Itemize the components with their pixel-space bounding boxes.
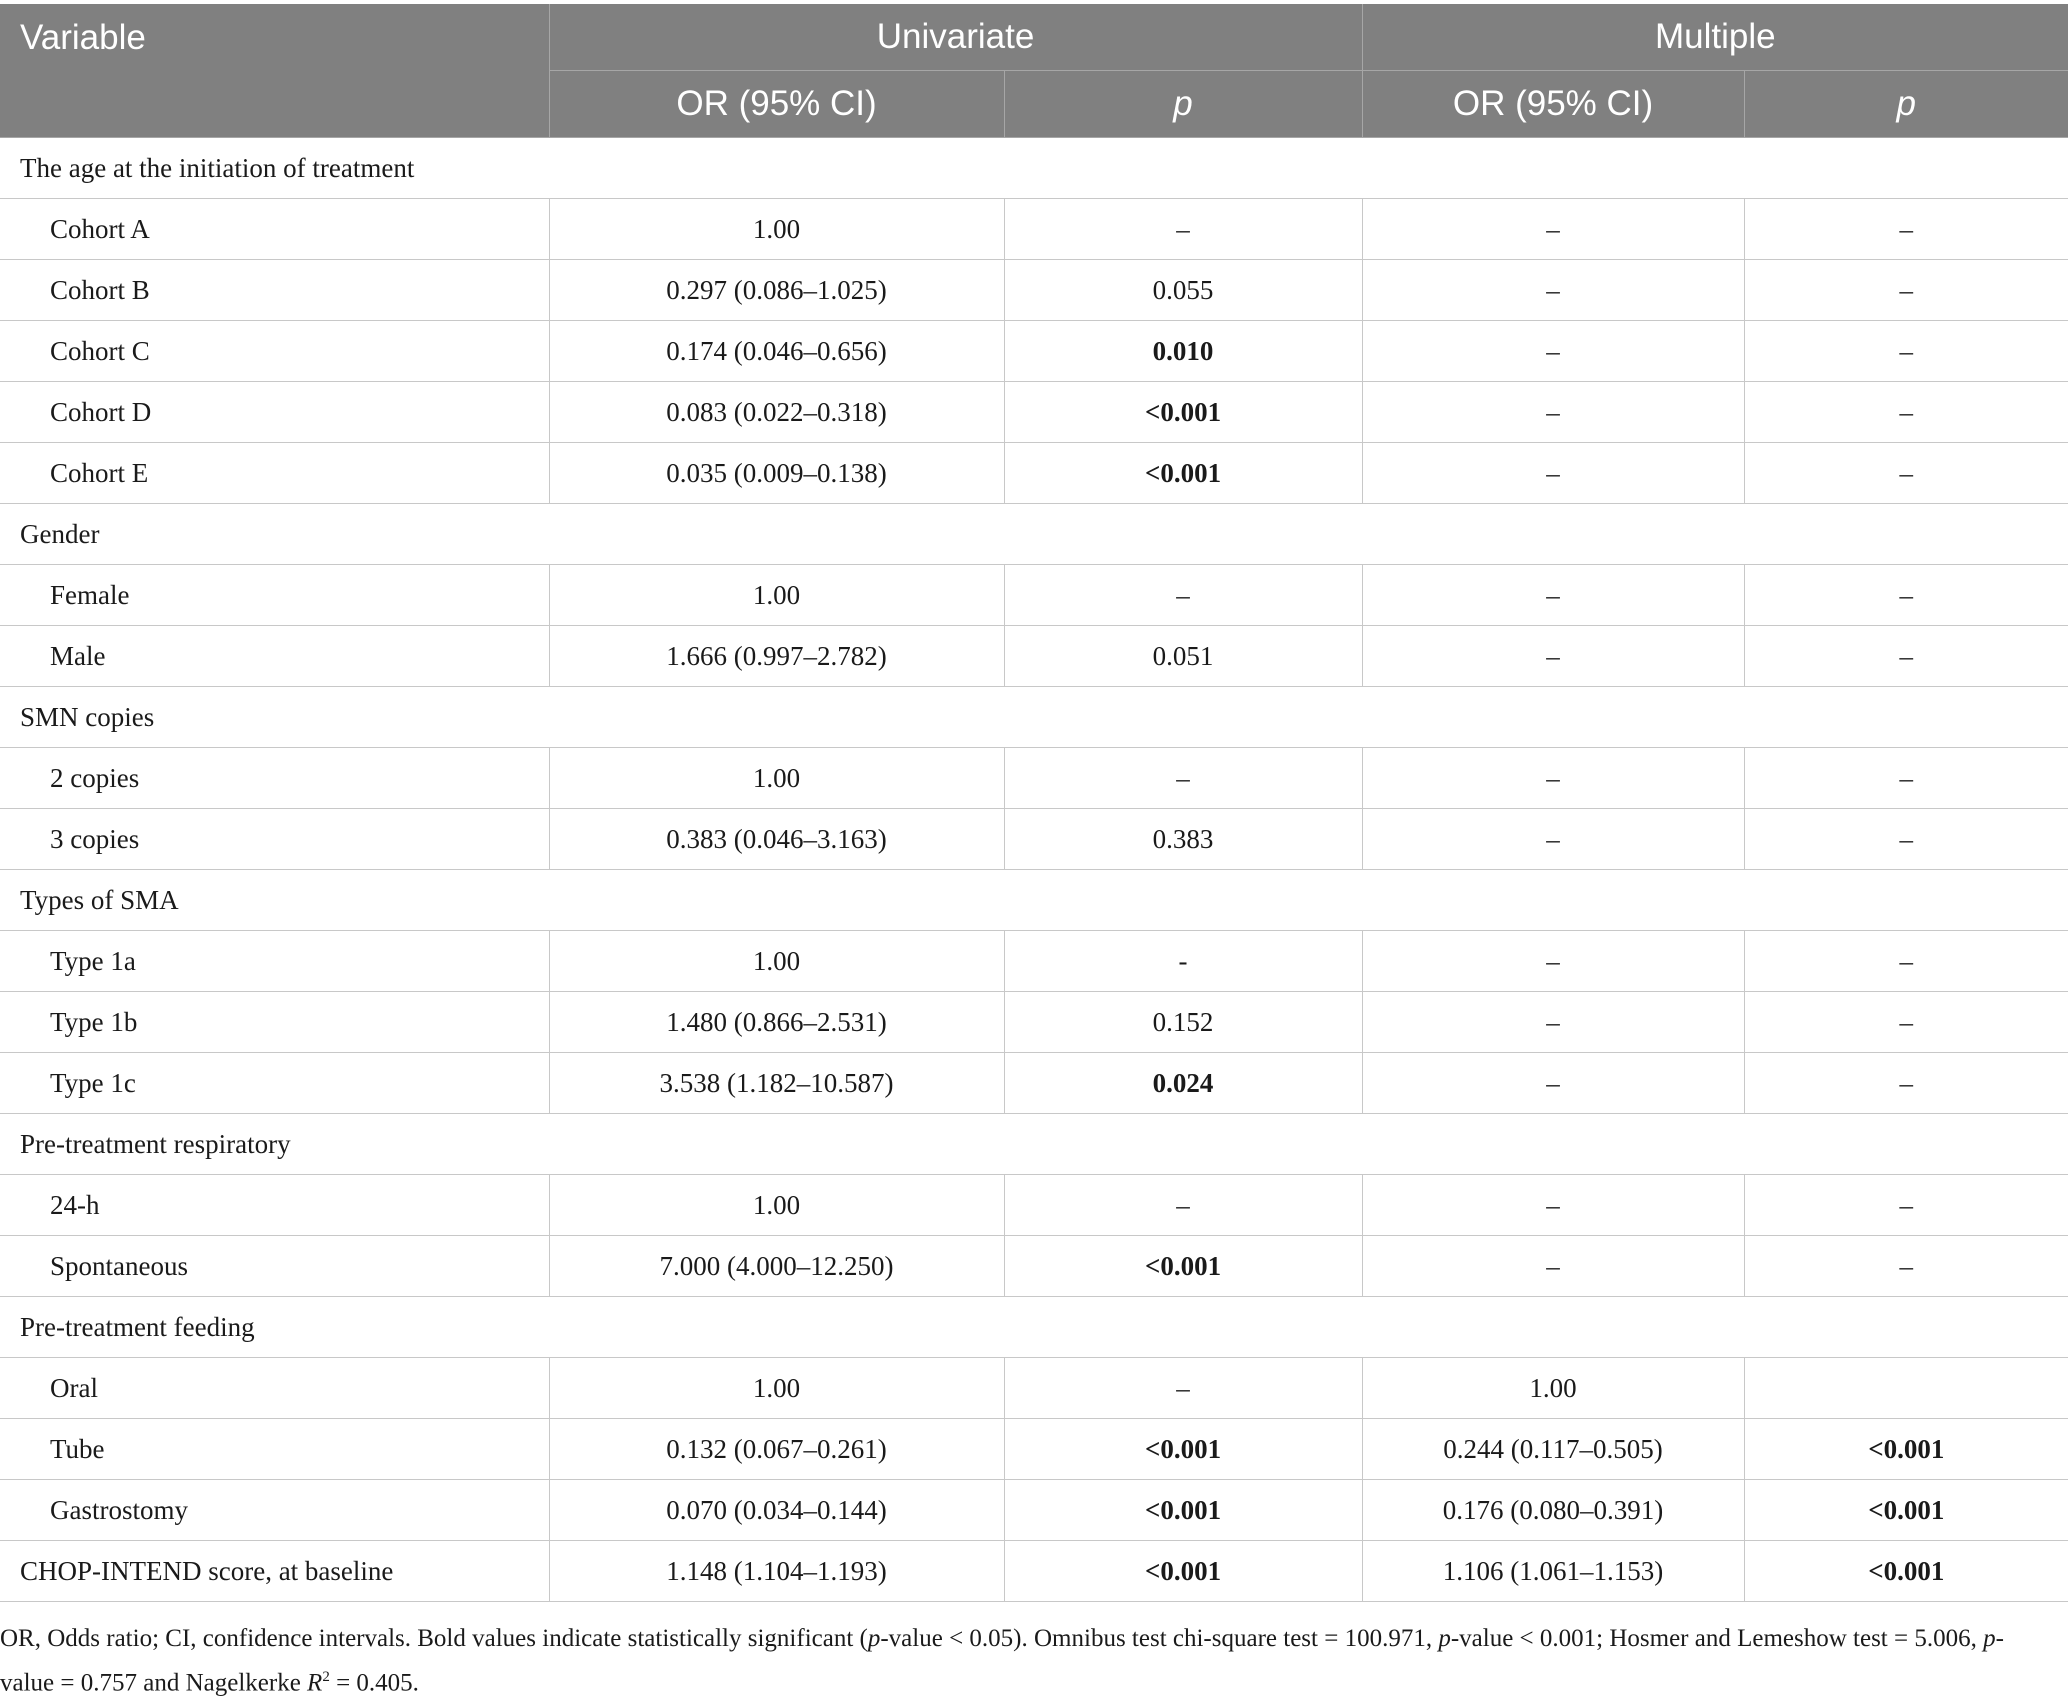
univariate-or-cell: 0.035 (0.009–0.138) xyxy=(549,443,1004,504)
multiple-or-cell: – xyxy=(1362,565,1744,626)
univariate-p-cell: <0.001 xyxy=(1004,1480,1362,1541)
multiple-p-cell xyxy=(1744,1358,2068,1419)
table-row xyxy=(0,931,2068,992)
univariate-or-cell: 0.297 (0.086–1.025) xyxy=(549,260,1004,321)
header-multiple-or: OR (95% CI) xyxy=(1362,71,1744,138)
table-header xyxy=(0,4,2068,138)
footnote-superscript: 2 xyxy=(322,1669,330,1685)
multiple-or-cell: – xyxy=(1362,1175,1744,1236)
table-row xyxy=(0,1053,2068,1114)
table-row xyxy=(0,1541,2068,1602)
variable-cell: Type 1a xyxy=(0,931,549,992)
univariate-p-cell: 0.383 xyxy=(1004,809,1362,870)
footnote-text: OR, Odds ratio; CI, confidence intervals. Bold values indicate statistically significant ( xyxy=(0,1625,868,1652)
univariate-p-cell: – xyxy=(1004,748,1362,809)
multiple-p-cell: <0.001 xyxy=(1744,1541,2068,1602)
footnote-text: = 0.405. xyxy=(329,1669,419,1697)
multiple-or-cell: – xyxy=(1362,748,1744,809)
table-row xyxy=(0,992,2068,1053)
univariate-or-cell: 0.070 (0.034–0.144) xyxy=(549,1480,1004,1541)
group-row xyxy=(0,1114,2068,1175)
univariate-or-cell: 3.538 (1.182–10.587) xyxy=(549,1053,1004,1114)
multiple-or-cell: – xyxy=(1362,260,1744,321)
header-univariate-p: p xyxy=(1004,71,1362,138)
table-row xyxy=(0,443,2068,504)
variable-cell: Oral xyxy=(0,1358,549,1419)
footnote-text: -value < 0.001; Hosmer and Lemeshow test = 5.006, xyxy=(1450,1625,1984,1652)
multiple-or-cell: – xyxy=(1362,1053,1744,1114)
table-row xyxy=(0,626,2068,687)
footnote-text: -value = 0.757 and Nagelkerke xyxy=(0,1625,2004,1697)
univariate-p-cell: 0.055 xyxy=(1004,260,1362,321)
multiple-or-cell: – xyxy=(1362,992,1744,1053)
variable-cell: Cohort E xyxy=(0,443,549,504)
variable-cell: Gastrostomy xyxy=(0,1480,549,1541)
variable-cell: Cohort D xyxy=(0,382,549,443)
multiple-or-cell: – xyxy=(1362,931,1744,992)
variable-cell: Cohort A xyxy=(0,199,549,260)
multiple-or-cell: – xyxy=(1362,321,1744,382)
group-label: Gender xyxy=(0,504,2068,565)
table-row xyxy=(0,382,2068,443)
header-multiple: Multiple xyxy=(1362,4,2068,71)
table-row xyxy=(0,260,2068,321)
table-row xyxy=(0,1358,2068,1419)
variable-cell: Spontaneous xyxy=(0,1236,549,1297)
multiple-p-cell: – xyxy=(1744,565,2068,626)
multiple-p-cell: – xyxy=(1744,931,2068,992)
univariate-p-cell: <0.001 xyxy=(1004,1541,1362,1602)
results-table xyxy=(0,4,2068,1602)
multiple-p-cell: – xyxy=(1744,1236,2068,1297)
multiple-p-cell: <0.001 xyxy=(1744,1419,2068,1480)
table-row xyxy=(0,565,2068,626)
multiple-p-cell: – xyxy=(1744,809,2068,870)
univariate-p-cell: <0.001 xyxy=(1004,443,1362,504)
variable-cell: 24-h xyxy=(0,1175,549,1236)
univariate-or-cell: 1.148 (1.104–1.193) xyxy=(549,1541,1004,1602)
univariate-or-cell: 7.000 (4.000–12.250) xyxy=(549,1236,1004,1297)
univariate-or-cell: 1.480 (0.866–2.531) xyxy=(549,992,1004,1053)
univariate-or-cell: 1.666 (0.997–2.782) xyxy=(549,626,1004,687)
univariate-or-cell: 1.00 xyxy=(549,931,1004,992)
univariate-p-cell: 0.024 xyxy=(1004,1053,1362,1114)
multiple-p-cell: – xyxy=(1744,443,2068,504)
multiple-or-cell: 1.106 (1.061–1.153) xyxy=(1362,1541,1744,1602)
multiple-p-cell: – xyxy=(1744,748,2068,809)
univariate-or-cell: 1.00 xyxy=(549,748,1004,809)
univariate-p-cell: 0.152 xyxy=(1004,992,1362,1053)
footnote-text: -value < 0.05). Omnibus test chi-square test = 100.971, xyxy=(880,1625,1439,1652)
table-row xyxy=(0,1236,2068,1297)
group-row xyxy=(0,138,2068,199)
multiple-or-cell: – xyxy=(1362,443,1744,504)
univariate-or-cell: 1.00 xyxy=(549,1358,1004,1419)
results-table-container xyxy=(0,4,2068,1602)
multiple-or-cell: – xyxy=(1362,199,1744,260)
header-univariate: Univariate xyxy=(549,4,1362,71)
multiple-p-cell: – xyxy=(1744,199,2068,260)
univariate-or-cell: 0.174 (0.046–0.656) xyxy=(549,321,1004,382)
variable-cell: 3 copies xyxy=(0,809,549,870)
multiple-or-cell: – xyxy=(1362,382,1744,443)
multiple-or-cell: 1.00 xyxy=(1362,1358,1744,1419)
group-label: Pre-treatment feeding xyxy=(0,1297,2068,1358)
univariate-p-cell: 0.051 xyxy=(1004,626,1362,687)
multiple-or-cell: 0.244 (0.117–0.505) xyxy=(1362,1419,1744,1480)
footnote-p: p xyxy=(1438,1625,1451,1652)
table-row xyxy=(0,1480,2068,1541)
variable-cell: Type 1b xyxy=(0,992,549,1053)
group-row xyxy=(0,687,2068,748)
table-body xyxy=(0,138,2068,1602)
univariate-p-cell: - xyxy=(1004,931,1362,992)
univariate-p-cell: <0.001 xyxy=(1004,1236,1362,1297)
group-row xyxy=(0,870,2068,931)
univariate-p-cell: – xyxy=(1004,1358,1362,1419)
variable-cell: Male xyxy=(0,626,549,687)
multiple-or-cell: – xyxy=(1362,809,1744,870)
multiple-p-cell: – xyxy=(1744,260,2068,321)
footnote-p: p xyxy=(1983,1625,1996,1652)
variable-cell: Type 1c xyxy=(0,1053,549,1114)
univariate-or-cell: 1.00 xyxy=(549,199,1004,260)
variable-cell: CHOP-INTEND score, at baseline xyxy=(0,1541,549,1602)
header-multiple-p: p xyxy=(1744,71,2068,138)
multiple-or-cell: – xyxy=(1362,626,1744,687)
group-label: SMN copies xyxy=(0,687,2068,748)
variable-cell: Tube xyxy=(0,1419,549,1480)
univariate-p-cell: – xyxy=(1004,565,1362,626)
univariate-p-cell: – xyxy=(1004,1175,1362,1236)
univariate-or-cell: 0.083 (0.022–0.318) xyxy=(549,382,1004,443)
multiple-p-cell: <0.001 xyxy=(1744,1480,2068,1541)
table-row xyxy=(0,748,2068,809)
footnote-r: R xyxy=(307,1669,323,1697)
table-row xyxy=(0,1175,2068,1236)
group-row xyxy=(0,504,2068,565)
group-label: The age at the initiation of treatment xyxy=(0,138,2068,199)
multiple-p-cell: – xyxy=(1744,1175,2068,1236)
table-row xyxy=(0,321,2068,382)
univariate-or-cell: 0.383 (0.046–3.163) xyxy=(549,809,1004,870)
univariate-or-cell: 0.132 (0.067–0.261) xyxy=(549,1419,1004,1480)
multiple-or-cell: 0.176 (0.080–0.391) xyxy=(1362,1480,1744,1541)
univariate-p-cell: 0.010 xyxy=(1004,321,1362,382)
multiple-p-cell: – xyxy=(1744,382,2068,443)
header-univariate-or: OR (95% CI) xyxy=(549,71,1004,138)
table-row xyxy=(0,199,2068,260)
table-footnote xyxy=(0,1620,2040,1702)
univariate-p-cell: <0.001 xyxy=(1004,1419,1362,1480)
variable-cell: Cohort B xyxy=(0,260,549,321)
variable-cell: Cohort C xyxy=(0,321,549,382)
multiple-p-cell: – xyxy=(1744,1053,2068,1114)
multiple-p-cell: – xyxy=(1744,321,2068,382)
variable-cell: Female xyxy=(0,565,549,626)
group-label: Pre-treatment respiratory xyxy=(0,1114,2068,1175)
multiple-p-cell: – xyxy=(1744,992,2068,1053)
univariate-p-cell: <0.001 xyxy=(1004,382,1362,443)
table-row xyxy=(0,1419,2068,1480)
table-row xyxy=(0,809,2068,870)
header-variable: Variable xyxy=(0,4,549,138)
univariate-or-cell: 1.00 xyxy=(549,565,1004,626)
multiple-or-cell: – xyxy=(1362,1236,1744,1297)
multiple-p-cell: – xyxy=(1744,626,2068,687)
group-label: Types of SMA xyxy=(0,870,2068,931)
group-row xyxy=(0,1297,2068,1358)
variable-cell: 2 copies xyxy=(0,748,549,809)
footnote-p: p xyxy=(867,1625,881,1652)
univariate-p-cell: – xyxy=(1004,199,1362,260)
univariate-or-cell: 1.00 xyxy=(549,1175,1004,1236)
